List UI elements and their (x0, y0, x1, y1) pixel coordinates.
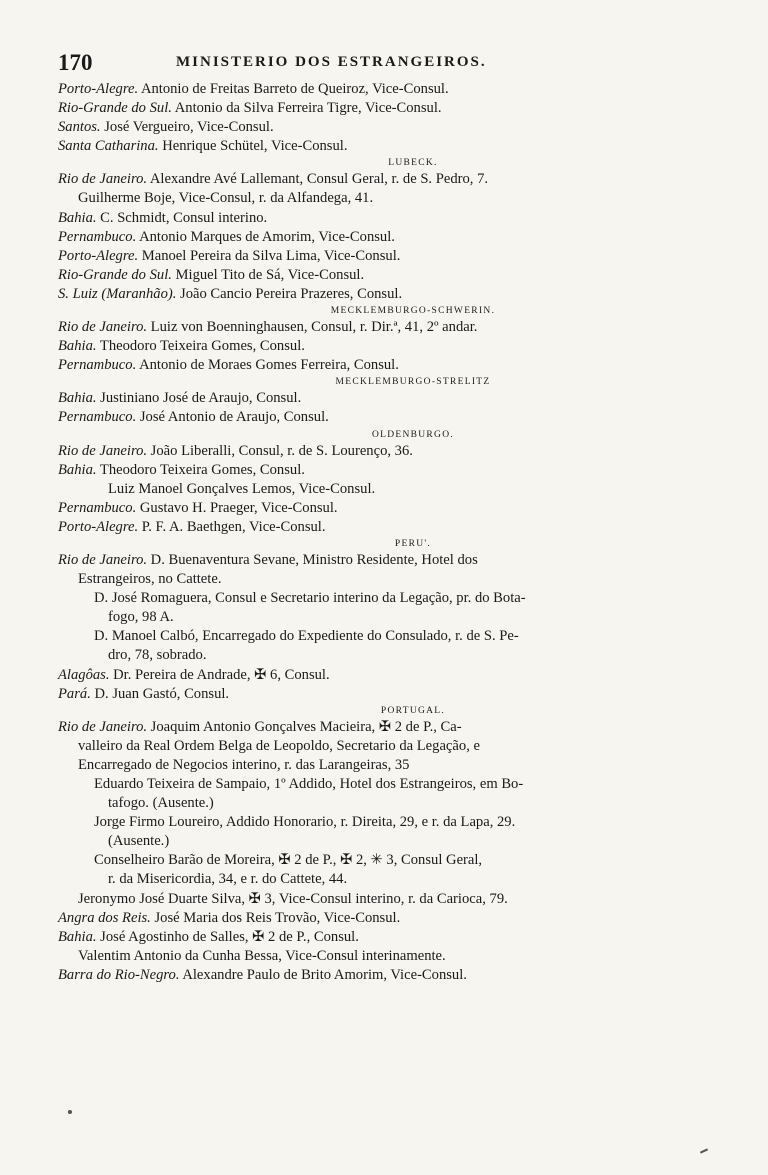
entry-line (58, 756, 708, 775)
running-title: MINISTERIO DOS ESTRANGEIROS. (176, 54, 487, 70)
entry-line (58, 794, 708, 813)
entry-line (58, 608, 708, 627)
entry-line (58, 247, 708, 266)
entry-text: Joaquim Antonio Gonçalves Macieira, ✠ 2 de P., Ca- (147, 718, 462, 735)
entry-line (58, 646, 708, 665)
place-name: Angra dos Reis. (58, 909, 151, 926)
entry-text: Justiniano José de Araujo, Consul. (96, 390, 302, 407)
place-name: Rio de Janeiro. (58, 319, 148, 336)
place-name: Porto-Alegre. (58, 81, 139, 97)
entry-line (58, 499, 708, 518)
place-name: Santos. (58, 119, 101, 136)
entry-line (58, 627, 708, 646)
entry-text: Eduardo Teixeira de Sampaio, 1º Addido, Hotel dos Estrangeiros, em Bo- (94, 776, 524, 792)
place-name: Bahia. (58, 338, 97, 355)
entry-text: Antonio de Moraes Gomes Ferreira, Consul. (136, 357, 399, 374)
entry-text: P. F. A. Baethgen, Vice-Consul. (138, 518, 326, 535)
entry-text: João Liberalli, Consul, r. de S. Lourenço, 36. (147, 442, 413, 459)
place-name: Bahia. (58, 928, 97, 945)
section-heading: MECKLEMBURGO-SCHWERIN. (330, 306, 496, 317)
entry-line (58, 356, 708, 375)
entry-line (58, 408, 708, 427)
place-name: Pernambuco. (58, 357, 137, 374)
entry-line (58, 737, 708, 756)
entry-line (58, 966, 708, 985)
entry-text: Encarregado de Negocios interino, r. das Larangeiras, 35 (78, 756, 410, 773)
place-name: Barra do Rio-Negro. (58, 966, 180, 983)
section-heading: MECKLEMBURGO-STRELITZ (335, 377, 491, 388)
entry-text: Gustavo H. Praeger, Vice-Consul. (136, 499, 338, 516)
entry-text: Miguel Tito de Sá, Vice-Consul. (171, 266, 365, 283)
place-name: Porto-Alegre. (58, 247, 139, 264)
entry-line (58, 318, 708, 337)
entry-text: valleiro da Real Ordem Belga de Leopoldo, Secretario da Legação, e (78, 737, 480, 754)
entry-text: Valentim Antonio da Cunha Bessa, Vice-Consul interinamente. (78, 947, 446, 964)
entry-text: tafogo. (Ausente.) (108, 795, 214, 812)
entry-line (58, 228, 708, 247)
place-name: Rio de Janeiro. (58, 551, 148, 568)
entry-line (58, 137, 708, 156)
entry-line (58, 851, 708, 870)
entry-line (58, 718, 708, 737)
entry-line (58, 685, 708, 704)
place-name: Alagôas. (58, 666, 110, 683)
entry-line (58, 189, 708, 208)
entry-text: Theodoro Teixeira Gomes, Consul. (96, 338, 305, 355)
entry-text: Conselheiro Barão de Moreira, ✠ 2 de P., ✠ 2, ✳ 3, Consul Geral, (94, 852, 483, 869)
entry-line (58, 832, 708, 851)
entry-text: Alexandre Avé Lallemant, Consul Geral, r. de S. Pedro, 7. (147, 171, 489, 188)
entry-line (58, 99, 708, 118)
entry-line (58, 170, 708, 189)
entry-line (58, 461, 708, 480)
entry-line (58, 442, 708, 461)
consular-listing (58, 80, 708, 985)
entry-line (58, 518, 708, 537)
entry-text: fogo, 98 A. (108, 609, 174, 626)
section-heading: OLDENBURGO. (371, 429, 455, 440)
margin-dot (68, 1110, 72, 1114)
entry-text: Theodoro Teixeira Gomes, Consul. (96, 461, 305, 478)
entry-line (58, 285, 708, 304)
entry-line (58, 909, 708, 928)
entry-line (58, 589, 708, 608)
entry-line (58, 337, 708, 356)
margin-stroke (700, 1148, 708, 1153)
entry-text: José Maria dos Reis Trovão, Vice-Consul. (150, 909, 401, 926)
section-heading: LUBECK. (388, 158, 438, 169)
place-name: Pernambuco. (58, 409, 137, 426)
entry-line (58, 870, 708, 889)
entry-line (58, 80, 708, 99)
place-name: Bahia. (58, 209, 97, 226)
place-name: Rio-Grande do Sul. (58, 266, 172, 283)
entry-text: Dr. Pereira de Andrade, ✠ 6, Consul. (109, 666, 330, 683)
entry-text: João Cancio Pereira Prazeres, Consul. (176, 285, 403, 302)
place-name: Rio-Grande do Sul. (58, 100, 172, 117)
entry-text: José Agostinho de Salles, ✠ 2 de P., Consul. (96, 928, 359, 945)
place-name: Rio de Janeiro. (58, 442, 148, 459)
section-heading: PERU'. (394, 538, 432, 549)
entry-text: Antonio de Freitas Barreto de Queiroz, Vice-Consul. (138, 81, 449, 97)
entry-text: Jeronymo José Duarte Silva, ✠ 3, Vice-Consul interino, r. da Carioca, 79. (78, 890, 508, 907)
place-name: Pernambuco. (58, 499, 137, 516)
entry-line (58, 389, 708, 408)
entry-text: (Ausente.) (108, 833, 170, 850)
page-number: 170 (58, 50, 93, 75)
place-name: Rio de Janeiro. (58, 718, 148, 735)
entry-line (58, 775, 708, 794)
entry-text: r. da Misericordia, 34, e r. do Cattete, 44. (108, 871, 348, 888)
place-name: Pará. (58, 685, 91, 702)
place-name: Bahia. (58, 461, 97, 478)
entry-line (58, 666, 708, 685)
entry-text: Manoel Pereira da Silva Lima, Vice-Consul. (138, 247, 401, 264)
entry-line (58, 480, 708, 499)
entry-line (58, 890, 708, 909)
entry-text: Guilherme Boje, Vice-Consul, r. da Alfandega, 41. (78, 190, 374, 207)
entry-line (58, 813, 708, 832)
entry-text: Luiz von Boenninghausen, Consul, r. Dir.ª, 41, 2º andar. (147, 319, 478, 336)
entry-text: D. Juan Gastó, Consul. (90, 685, 230, 702)
entry-line (58, 947, 708, 966)
place-name: S. Luiz (Maranhão). (58, 285, 177, 302)
entry-text: José Antonio de Araujo, Consul. (136, 409, 329, 426)
entry-text: Antonio Marques de Amorim, Vice-Consul. (136, 228, 395, 245)
place-name: Pernambuco. (58, 228, 137, 245)
entry-text: D. Buenaventura Sevane, Ministro Residente, Hotel dos (147, 551, 478, 568)
entry-text: D. José Romaguera, Consul e Secretario interino da Legação, pr. do Bota- (94, 590, 526, 607)
page-header (58, 50, 708, 80)
entry-text: Luiz Manoel Gonçalves Lemos, Vice-Consul. (108, 480, 376, 497)
entry-text: C. Schmidt, Consul interino. (96, 209, 268, 226)
entry-line (58, 570, 708, 589)
section-heading: PORTUGAL. (380, 705, 446, 716)
entry-text: Estrangeiros, no Cattete. (78, 571, 222, 588)
entry-text: Antonio da Silva Ferreira Tigre, Vice-Consul. (171, 100, 442, 117)
entry-line (58, 551, 708, 570)
place-name: Santa Catharina. (58, 138, 159, 155)
entry-line (58, 118, 708, 137)
document-page (58, 50, 708, 985)
entry-line (58, 928, 708, 947)
place-name: Bahia. (58, 390, 97, 407)
entry-line (58, 209, 708, 228)
entry-text: Jorge Firmo Loureiro, Addido Honorario, r. Direita, 29, e r. da Lapa, 29. (94, 814, 516, 831)
entry-line (58, 266, 708, 285)
entry-text: Alexandre Paulo de Brito Amorim, Vice-Consul. (179, 966, 467, 983)
entry-text: José Vergueiro, Vice-Consul. (100, 119, 274, 136)
place-name: Rio de Janeiro. (58, 171, 148, 188)
entry-text: dro, 78, sobrado. (108, 647, 207, 664)
entry-text: D. Manoel Calbó, Encarregado do Expediente do Consulado, r. de S. Pe- (94, 628, 519, 645)
entry-text: Henrique Schütel, Vice-Consul. (158, 138, 348, 155)
place-name: Porto-Alegre. (58, 518, 139, 535)
